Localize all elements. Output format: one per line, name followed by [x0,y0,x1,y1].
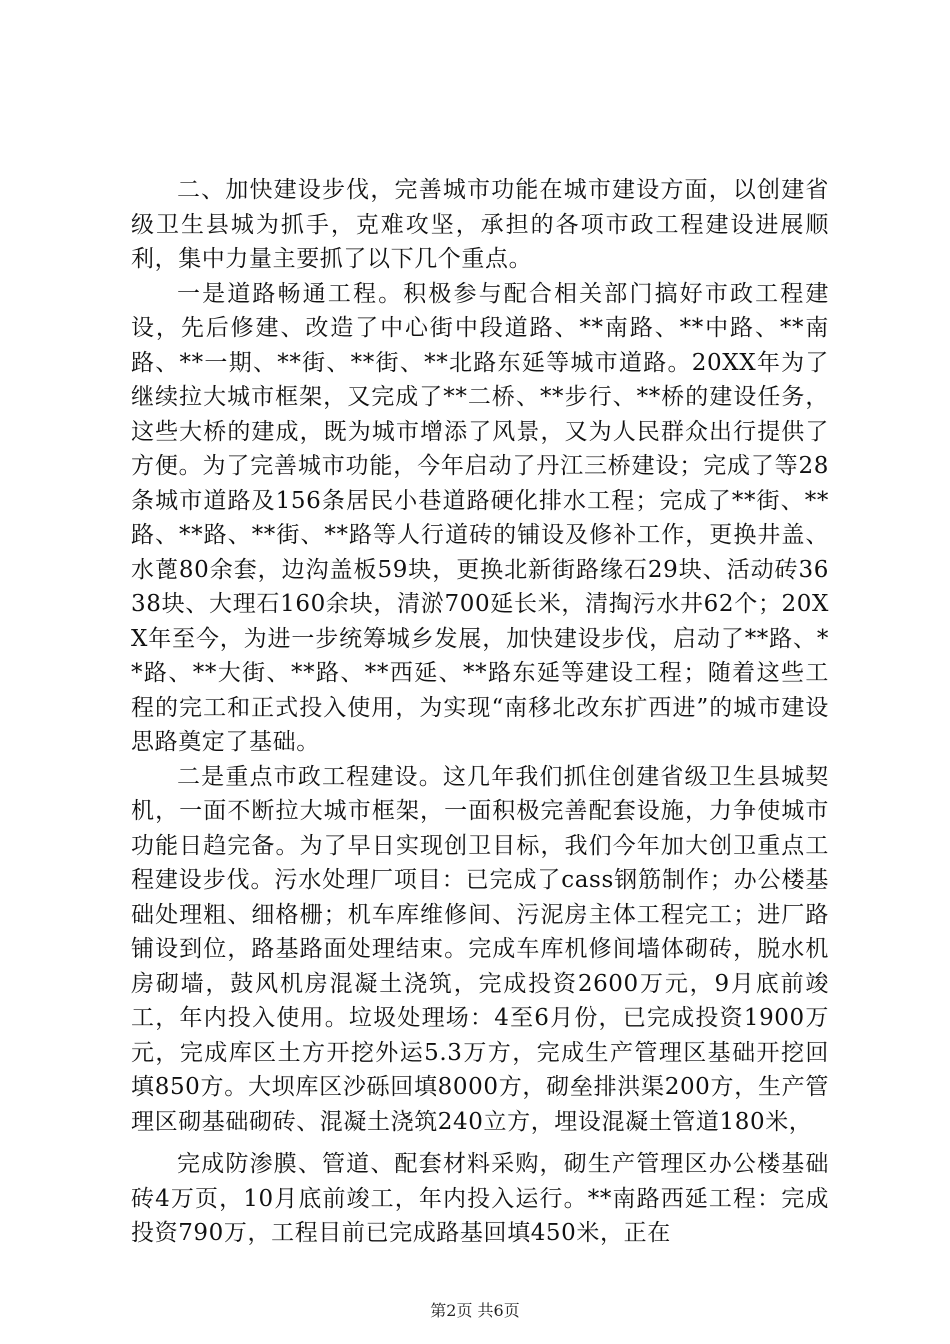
paragraph-key-municipal-project: 二是重点市政工程建设。这几年我们抓住创建省级卫生县城契机，一面不断拉大城市框架，一面积极完善配套设施，力争使城市功能日趋完备。为了早日实现创卫目标，我们今年加大创卫重点工程建设步伐。污水处理厂项目：已完成了cass钢筋制作；办公楼基础处理粗、细格栅；机车库维修间、污泥房主体工程完工；进厂路铺设到位，路基路面处理结束。完成车库机修间墙体砌砖，脱水机房砌墙，鼓风机房混凝土浇筑，完成投资2600万元，9月底前竣工，年内投入使用。垃圾处理场：4至6月份，已完成投资1900万元，完成库区土方开挖外运5.3万方，完成生产管理区基础开挖回填850方。大坝库区沙砾回填8000方，砌垒排洪渠200方，生产管理区砌基础砌砖、混凝土浇筑240立方，埋设混凝土管道180米， [131,763,829,1135]
paragraph-section-two-intro: 二、加快建设步伐，完善城市功能在城市建设方面，以创建省级卫生县城为抓手，克难攻坚，承担的各项市政工程建设进展顺利，集中力量主要抓了以下几个重点。 [131,177,829,272]
paragraph-road-project: 一是道路畅通工程。积极参与配合相关部门搞好市政工程建设，先后修建、改造了中心街中段道路、**南路、**中路、**南路、**一期、**街、**街、**北路东延等城市道路。20XX年为了继续拉大城市框架，又完成了**二桥、**步行、**桥的建设任务，这些大桥的建成，既为城市增添了风景，又为人民群众出行提供了方便。为了完善城市功能，今年启动了丹江三桥建设；完成了等28条城市道路及156条居民小巷道路硬化排水工程；完成了**街、**路、**路、**街、**路等人行道砖的铺设及修补工作，更换井盖、水蓖80余套，边沟盖板59块，更换北新街路缘石29块、活动砖3638块、大理石160余块，清淤700延长米，清掏污水井62个；20XX年至今，为进一步统筹城乡发展，加快建设步伐，启动了**路、**路、**大街、**路、**西延、**路东延等建设工程；随着这些工程的完工和正式投入使用，为实现“南移北改东扩西进”的城市建设思路奠定了基础。 [131,280,829,755]
page-footer [0,1298,950,1321]
paragraph-continued: 完成防渗膜、管道、配套材料采购，砌生产管理区办公楼基础砖4万页，10月底前竣工，年内投入运行。**南路西延工程：完成投资790万，工程目前已完成路基回填450米，正在 [131,1151,829,1246]
body-text [131,173,829,1251]
page-number-label: 第2页 共6页 [430,1301,520,1320]
